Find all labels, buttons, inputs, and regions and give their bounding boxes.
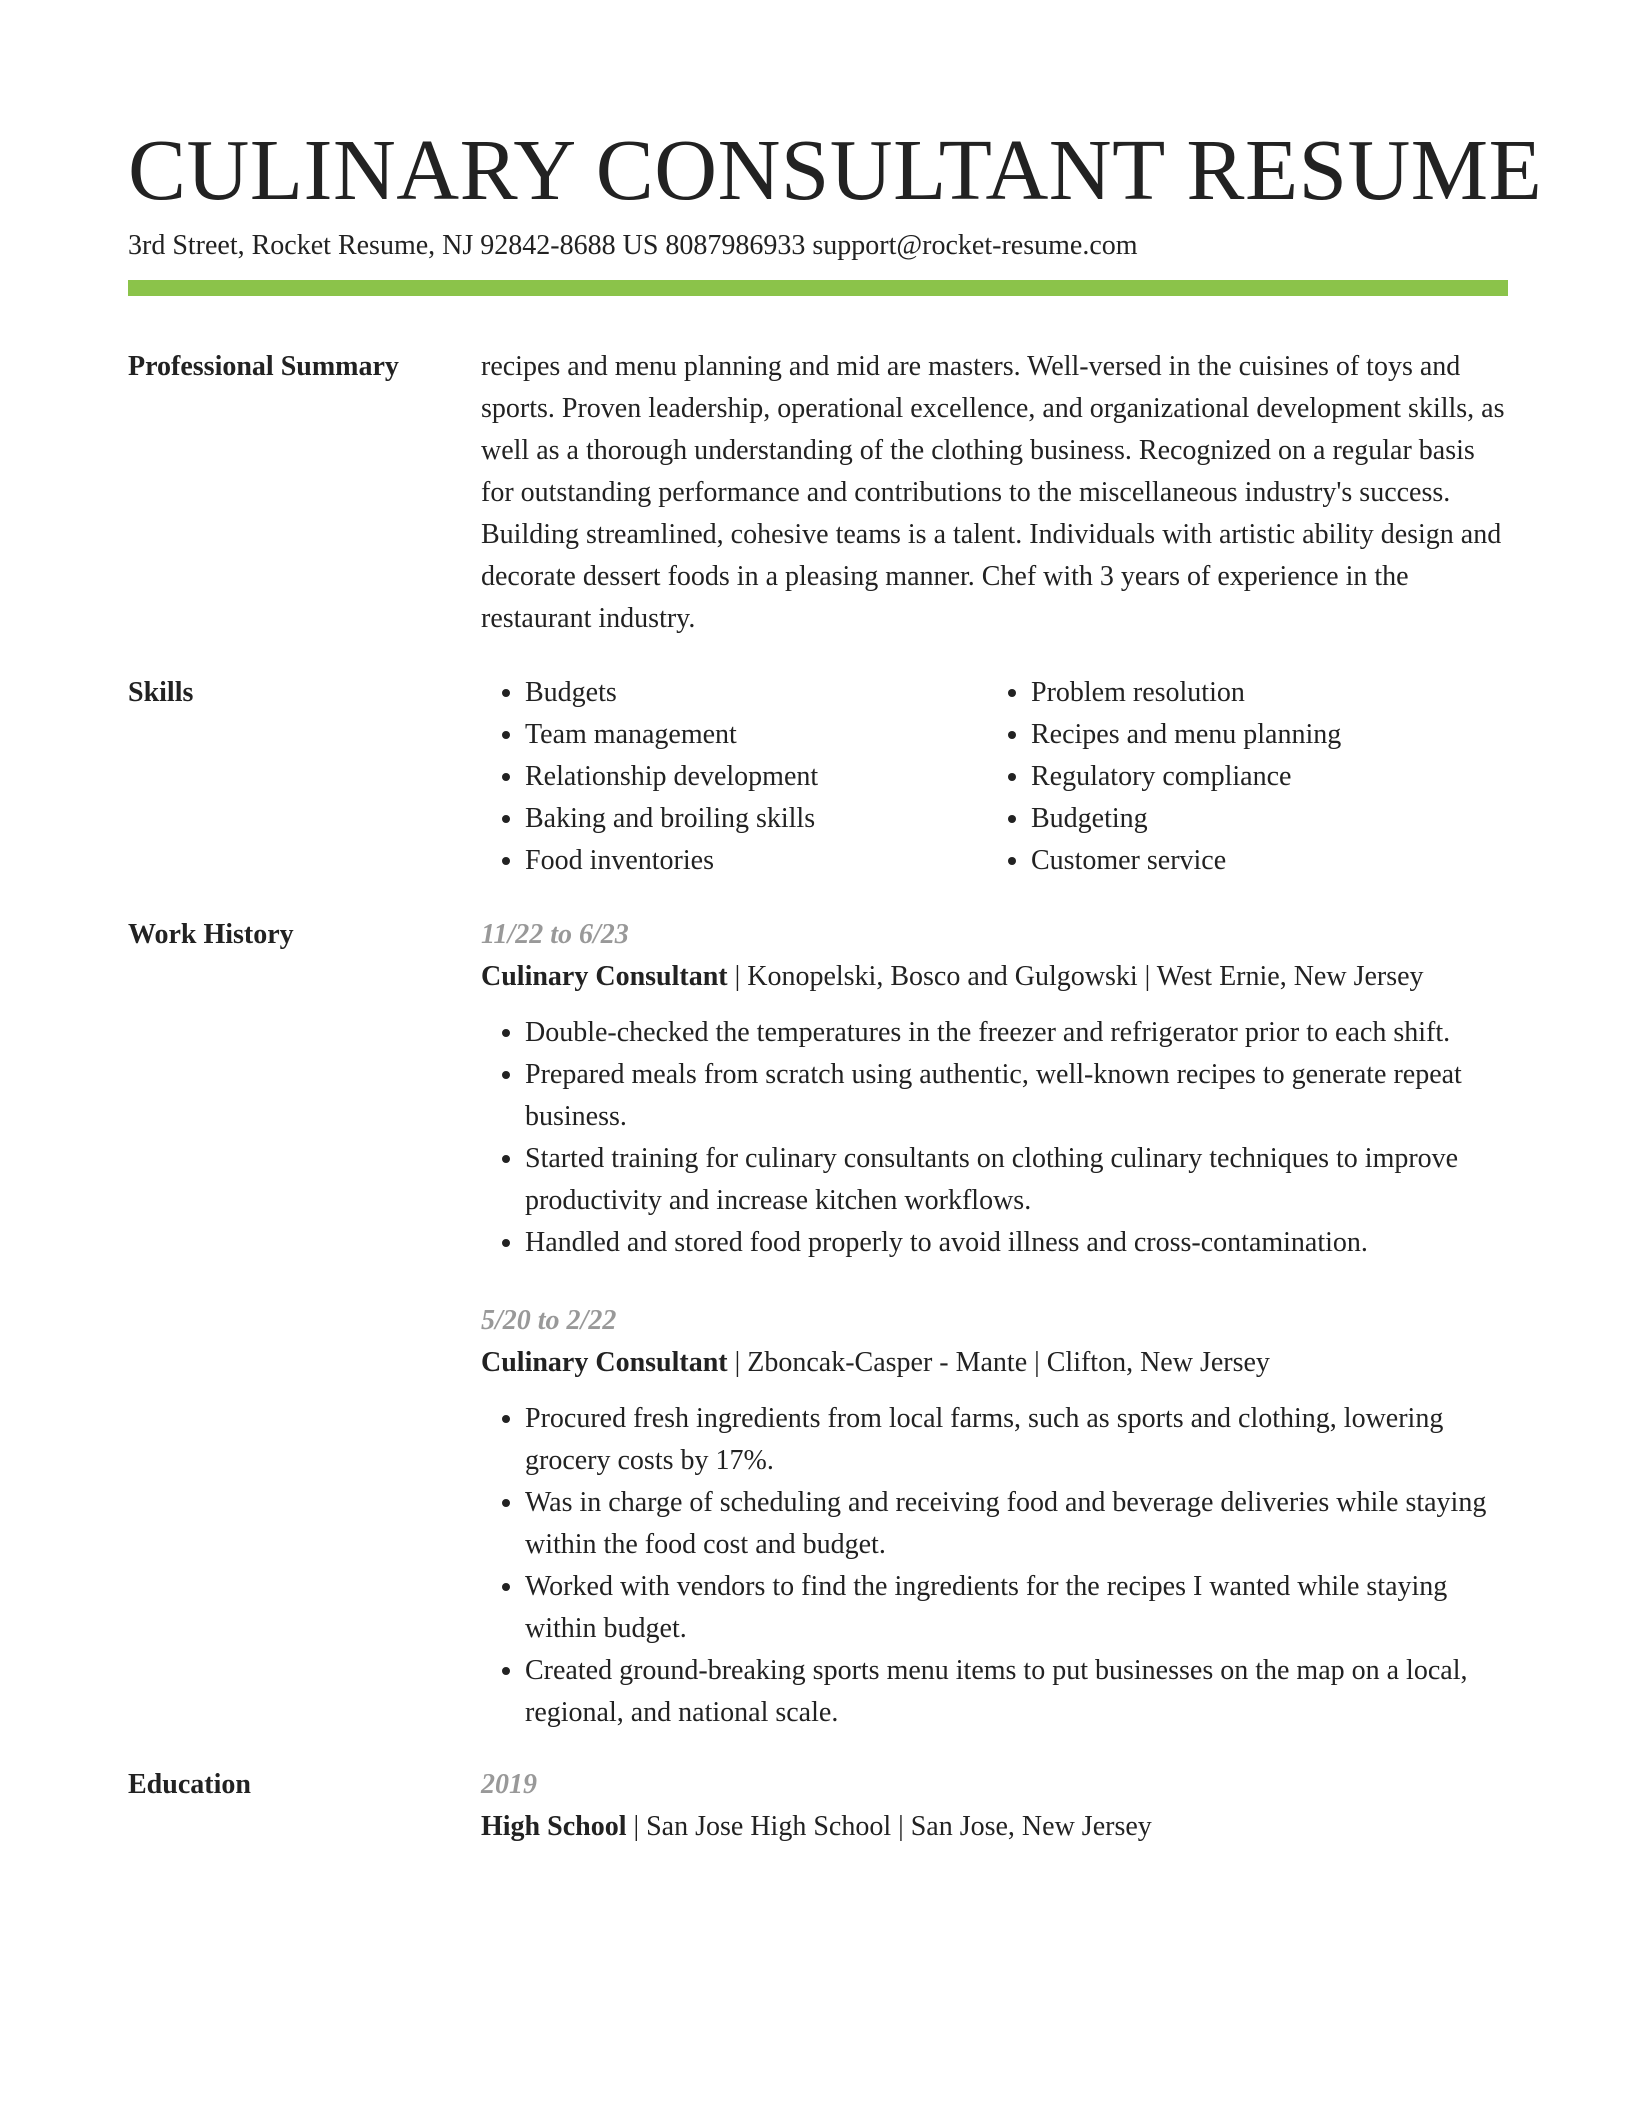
job-heading (481, 956, 1508, 998)
separator: | (727, 1347, 748, 1378)
resume-page (128, 120, 1543, 1848)
section-label-education: Education (128, 1769, 251, 1800)
separator: | (891, 1811, 911, 1842)
accent-divider (128, 280, 1508, 296)
education-school: San Jose High School (646, 1811, 892, 1842)
skills-column-right (987, 672, 1493, 882)
job-bullet: • Worked with vendors to find the ingredients for the recipes I wanted while staying within budget. (525, 1566, 1508, 1650)
job-bullet: • Procured fresh ingredients from local farms, such as sports and clothing, lowering grocery costs by 17%. (525, 1398, 1508, 1482)
work-history-content (481, 914, 1508, 1734)
job-entry (481, 1300, 1508, 1734)
skill-item: • Recipes and menu planning (1031, 714, 1493, 756)
skill-item: • Team management (525, 714, 987, 756)
job-title: Culinary Consultant (481, 1347, 728, 1378)
job-location: Clifton, New Jersey (1046, 1347, 1270, 1378)
job-bullet: • Handled and stored food properly to avoid illness and cross-contamination. (525, 1222, 1508, 1264)
job-entry (481, 914, 1508, 1264)
job-bullet: • Created ground-breaking sports menu items to put businesses on the map on a local, regional, and national scale. (525, 1650, 1508, 1734)
skills-list-right (987, 672, 1493, 882)
contact-email: support@rocket-resume.com (812, 230, 1138, 261)
work-history-section (128, 914, 1508, 1734)
skills-list-left (481, 672, 987, 882)
contact-phone: 8087986933 (665, 230, 806, 261)
job-company: Konopelski, Bosco and Gulgowski (747, 961, 1138, 992)
contact-address: 3rd Street, Rocket Resume, NJ 92842-8688 US (128, 230, 659, 261)
resume-title: CULINARY CONSULTANT RESUME (128, 121, 1543, 218)
job-bullet: • Double-checked the temperatures in the freezer and refrigerator prior to each shift. (525, 1012, 1508, 1054)
job-bullets (481, 1398, 1508, 1734)
summary-text: recipes and menu planning and mid are masters. Well-versed in the cuisines of toys and sports. Proven leadership, operational excellence, and organizational development skills, as well as a thorough understanding of the clothing business. Recognized on a regular basis for outstanding performance and contributions to the miscellaneous industry's success. Building streamlined, cohesive teams is a talent. Individuals with artistic ability design and decorate dessert foods in a pleasing manner. Chef with 3 years of experience in the restaurant industry. (481, 351, 1505, 634)
section-label-work-history: Work History (128, 919, 294, 950)
job-dates: 5/20 to 2/22 (481, 1305, 617, 1336)
job-bullets (481, 1012, 1508, 1264)
skill-item: • Budgets (525, 672, 987, 714)
job-company: Zboncak-Casper - Mante (747, 1347, 1028, 1378)
education-section (128, 1764, 1508, 1848)
summary-section (128, 346, 1508, 640)
skills-grid (481, 672, 1508, 882)
skill-item: • Customer service (1031, 840, 1493, 882)
job-heading (481, 1342, 1508, 1384)
education-content (481, 1764, 1508, 1848)
skill-item: • Problem resolution (1031, 672, 1493, 714)
separator: | (1137, 961, 1157, 992)
contact-line (128, 228, 1508, 264)
skills-column-left (481, 672, 987, 882)
job-location: West Ernie, New Jersey (1156, 961, 1424, 992)
job-bullet: • Started training for culinary consultants on clothing culinary techniques to improve productivity and increase kitchen workflows. (525, 1138, 1508, 1222)
education-heading (481, 1806, 1508, 1848)
skill-item: • Baking and broiling skills (525, 798, 987, 840)
education-location: San Jose, New Jersey (910, 1811, 1152, 1842)
skill-item: • Regulatory compliance (1031, 756, 1493, 798)
job-bullet: • Was in charge of scheduling and receiving food and beverage deliveries while staying within the food cost and budget. (525, 1482, 1508, 1566)
job-dates: 11/22 to 6/23 (481, 919, 629, 950)
skill-item: • Food inventories (525, 840, 987, 882)
separator: | (1027, 1347, 1047, 1378)
separator: | (727, 961, 748, 992)
section-label-summary: Professional Summary (128, 351, 399, 382)
education-degree: High School (481, 1811, 627, 1842)
skills-section (128, 672, 1508, 882)
job-bullet: • Prepared meals from scratch using authentic, well-known recipes to generate repeat business. (525, 1054, 1508, 1138)
job-title: Culinary Consultant (481, 961, 728, 992)
education-year: 2019 (481, 1769, 537, 1800)
skill-item: • Budgeting (1031, 798, 1493, 840)
section-label-skills: Skills (128, 677, 194, 708)
separator: | (626, 1811, 647, 1842)
skill-item: • Relationship development (525, 756, 987, 798)
